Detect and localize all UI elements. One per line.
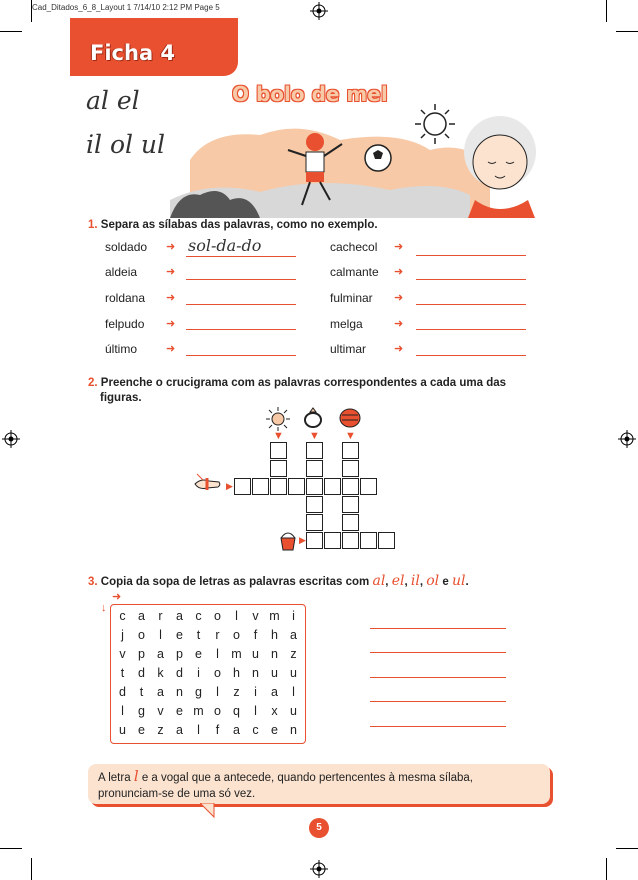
crop-mark [606, 858, 607, 880]
grid-letter[interactable]: e [271, 723, 278, 737]
word: roldana [105, 291, 146, 305]
grid-letter[interactable]: c [252, 723, 259, 737]
hand-bracelet-icon [193, 472, 223, 494]
word: fulminar [330, 291, 373, 305]
letter-il: il [410, 573, 420, 589]
down-arrow-icon: ▼ [345, 430, 356, 442]
grid-letter[interactable]: v [252, 609, 259, 623]
grid-letter[interactable]: a [157, 647, 164, 661]
crossword-cell[interactable] [378, 532, 395, 549]
crop-mark [606, 0, 607, 22]
exercise-1-text: Separa as sílabas das palavras, como no exemplo. [100, 219, 378, 231]
grid-letter[interactable]: l [197, 723, 200, 737]
exercise-2-text-2: figuras. [100, 392, 142, 404]
exercise-3-number: 3. [88, 576, 98, 588]
separator: , [419, 576, 424, 588]
grandma-icon [464, 116, 536, 218]
answer-line[interactable] [370, 628, 506, 629]
registration-mark-icon [2, 430, 20, 448]
word: último [105, 342, 138, 356]
arrow-icon: ➜ [394, 318, 404, 330]
right-arrow-icon: ▶ [299, 535, 306, 545]
grid-letter[interactable]: a [157, 685, 164, 699]
crossword-cell[interactable] [306, 442, 323, 459]
grid-letter[interactable]: n [176, 685, 183, 699]
grid-letter[interactable]: l [254, 704, 257, 718]
grid-letter[interactable]: n [271, 647, 278, 661]
registration-mark-icon [618, 430, 636, 448]
grid-letter[interactable]: l [121, 704, 124, 718]
grid-letter[interactable]: d [176, 666, 183, 680]
grid-letter[interactable]: a [233, 723, 240, 737]
grid-letter[interactable]: g [138, 704, 145, 718]
grid-letter[interactable]: e [195, 647, 202, 661]
down-arrow-icon: ↓ [101, 602, 107, 614]
grid-letter[interactable]: h [271, 628, 278, 642]
word-search-grid [110, 604, 306, 744]
word: aldeia [105, 265, 138, 279]
crop-mark [616, 848, 638, 849]
grid-letter[interactable]: a [290, 628, 297, 642]
grid-letter[interactable]: v [119, 647, 126, 661]
crop-mark [0, 848, 22, 849]
arrow-icon: ➜ [166, 318, 176, 330]
crossword-cell[interactable] [306, 514, 323, 531]
answer-line[interactable] [370, 677, 506, 678]
crossword-cell[interactable] [306, 532, 323, 549]
letter-ul: ul [451, 573, 466, 589]
crossword-cell[interactable] [252, 478, 269, 495]
grid-letter[interactable]: l [216, 647, 219, 661]
separator: , [404, 576, 408, 588]
letters-line-2: il ol ul [86, 130, 166, 159]
note-letter: l [133, 767, 139, 785]
answer-line[interactable] [186, 279, 296, 280]
answer-line[interactable] [370, 652, 506, 653]
crossword-cell[interactable] [324, 478, 341, 495]
grid-letter[interactable]: m [231, 647, 242, 661]
registration-mark-icon [310, 860, 328, 878]
exercise-2-number: 2. [88, 377, 98, 389]
grid-letter[interactable]: g [195, 685, 202, 699]
grid-letter[interactable]: l [235, 609, 238, 623]
word: melga [330, 317, 363, 331]
crossword-cell[interactable] [306, 496, 323, 513]
separator: , [385, 576, 389, 588]
crossword-cell[interactable] [360, 478, 377, 495]
answer-line[interactable] [370, 701, 506, 702]
period: . [465, 576, 469, 588]
down-arrow-icon: ▼ [273, 430, 284, 442]
crossword-cell[interactable] [306, 478, 323, 495]
honey-jar-icon [337, 406, 363, 430]
conjunction: e [442, 576, 449, 588]
letters-line-1: al el [86, 86, 140, 115]
grid-letter[interactable]: p [176, 647, 183, 661]
grid-letter[interactable]: i [292, 609, 295, 623]
grid-letter[interactable]: u [271, 666, 278, 680]
grid-letter[interactable]: a [138, 609, 145, 623]
grid-letter[interactable]: u [252, 647, 259, 661]
note-part-1: A letra [98, 772, 131, 784]
grid-letter[interactable]: r [158, 609, 163, 623]
down-arrow-icon: ▼ [309, 430, 320, 442]
callout-tail [200, 803, 220, 819]
answer-line[interactable] [416, 355, 526, 356]
grid-letter[interactable]: o [138, 628, 145, 642]
grid-letter[interactable]: l [159, 628, 162, 642]
bucket-icon [278, 530, 298, 552]
arrow-icon: ➜ [166, 266, 176, 278]
grid-letter[interactable]: r [215, 628, 220, 642]
answer-line[interactable] [416, 279, 526, 280]
note-callout [88, 764, 550, 804]
grid-letter[interactable]: h [233, 666, 240, 680]
grid-letter[interactable]: d [119, 685, 126, 699]
word: ultimar [330, 342, 367, 356]
page-title: O bolo de mel [232, 82, 388, 106]
grid-letter[interactable]: j [121, 628, 124, 642]
arrow-icon: ➜ [394, 343, 404, 355]
crop-mark [31, 0, 32, 22]
letter-el: el [391, 573, 405, 589]
grid-letter[interactable]: x [271, 704, 278, 718]
crossword-cell[interactable] [342, 514, 359, 531]
ball-icon [365, 145, 391, 171]
grid-letter[interactable]: t [196, 628, 201, 642]
letter-al: al [372, 573, 386, 589]
answer-line[interactable] [186, 329, 296, 330]
arrow-icon: ➜ [166, 343, 176, 355]
grid-letter[interactable]: o [214, 609, 221, 623]
grid-letter[interactable]: d [138, 666, 145, 680]
note-line-2: pronunciam-se de uma só vez. [98, 788, 256, 800]
grid-letter[interactable]: t [120, 666, 125, 680]
grid-letter[interactable]: l [216, 685, 219, 699]
grid-letter[interactable]: i [254, 685, 257, 699]
exercise-1-number: 1. [88, 219, 98, 231]
sun-icon [265, 406, 291, 432]
note-part-2: e a vogal que a antecede, quando pertencentes à mesma sílaba, [141, 772, 474, 784]
crossword-cell[interactable] [270, 460, 287, 477]
word: felpudo [105, 317, 145, 331]
grid-letter[interactable]: u [290, 704, 297, 718]
exercise-2-instruction [88, 376, 568, 406]
crossword-cell[interactable] [342, 478, 359, 495]
grid-letter[interactable]: i [197, 666, 200, 680]
letter-ol: ol [426, 573, 440, 589]
grid-letter[interactable]: z [290, 647, 297, 661]
grid-letter[interactable]: m [269, 609, 280, 623]
grid-letter[interactable]: f [215, 723, 220, 737]
answer-line[interactable] [186, 304, 296, 305]
grid-letter[interactable]: o [233, 628, 240, 642]
right-arrow-icon: ▶ [226, 481, 233, 491]
print-slug: Cad_Ditados_6_8_Layout 1 7/14/10 2:12 PM Page 5 [32, 3, 220, 12]
grid-letter[interactable]: e [176, 628, 183, 642]
crossword-cell[interactable] [342, 460, 359, 477]
grid-letter[interactable]: m [193, 704, 204, 718]
grid-letter[interactable]: a [271, 685, 278, 699]
example-answer: sol-da-do [188, 236, 262, 255]
crossword-cell[interactable] [270, 442, 287, 459]
grid-letter[interactable]: a [176, 723, 183, 737]
grid-letter[interactable]: u [119, 723, 126, 737]
grid-letter[interactable]: v [157, 704, 164, 718]
crossword-cell[interactable] [288, 478, 305, 495]
note-text [98, 768, 538, 802]
answer-line[interactable] [416, 255, 526, 256]
crop-mark [0, 31, 22, 32]
word: cachecol [330, 240, 378, 254]
crossword-cell[interactable] [342, 532, 359, 549]
crop-mark [616, 31, 638, 32]
arrow-icon: ➜ [394, 241, 404, 253]
crossword-cell[interactable] [342, 442, 359, 459]
arrow-icon: ➜ [166, 292, 176, 304]
grid-letter[interactable]: e [176, 704, 183, 718]
exercise-2-text-1: Preenche o crucigrama com as palavras correspondentes a cada uma das [100, 377, 507, 389]
grid-letter[interactable]: o [214, 666, 221, 680]
answer-line[interactable] [416, 329, 526, 330]
answer-line[interactable] [416, 304, 526, 305]
grid-letter[interactable]: f [253, 628, 258, 642]
sun-icon [415, 104, 455, 144]
grid-letter[interactable]: t [139, 685, 144, 699]
grid-letter[interactable]: o [214, 704, 221, 718]
crossword-cell[interactable] [306, 460, 323, 477]
answer-line [186, 256, 296, 257]
registration-mark-icon [310, 2, 328, 20]
crossword-cell[interactable] [234, 478, 251, 495]
grid-letter[interactable]: c [119, 609, 126, 623]
header-illustration [170, 100, 550, 218]
grid-letter[interactable]: u [290, 666, 297, 680]
word: soldado [105, 240, 148, 254]
answer-line[interactable] [370, 726, 506, 727]
grid-letter[interactable]: l [292, 685, 295, 699]
grid-letter[interactable]: z [157, 723, 164, 737]
grid-letter[interactable]: n [252, 666, 259, 680]
exercise-3-instruction [88, 573, 469, 589]
arrow-icon: ➜ [166, 241, 176, 253]
ring-icon [301, 406, 325, 430]
answer-line[interactable] [186, 355, 296, 356]
crossword-cell[interactable] [270, 478, 287, 495]
grid-letter[interactable]: c [195, 609, 202, 623]
grid-letter[interactable]: a [176, 609, 183, 623]
right-arrow-icon: ➜ [112, 591, 122, 603]
crossword-cell[interactable] [324, 532, 341, 549]
grid-letter[interactable]: n [290, 723, 297, 737]
exercise-1-instruction [88, 219, 378, 231]
grid-letter[interactable]: e [138, 723, 145, 737]
arrow-icon: ➜ [394, 266, 404, 278]
grid-letter[interactable]: z [233, 685, 240, 699]
grid-letter[interactable]: q [233, 704, 240, 718]
word: calmante [330, 265, 379, 279]
exercise-3-text: Copia da sopa de letras as palavras escritas com [100, 576, 370, 588]
ficha-label: Ficha 4 [90, 41, 176, 65]
arrow-icon: ➜ [394, 292, 404, 304]
crossword-cell[interactable] [342, 496, 359, 513]
ficha-tab [70, 18, 238, 76]
crop-mark [31, 858, 32, 880]
page-number: 5 [309, 818, 329, 838]
grid-letter[interactable]: k [157, 666, 164, 680]
grid-letter[interactable]: p [138, 647, 145, 661]
crossword-cell[interactable] [360, 532, 377, 549]
